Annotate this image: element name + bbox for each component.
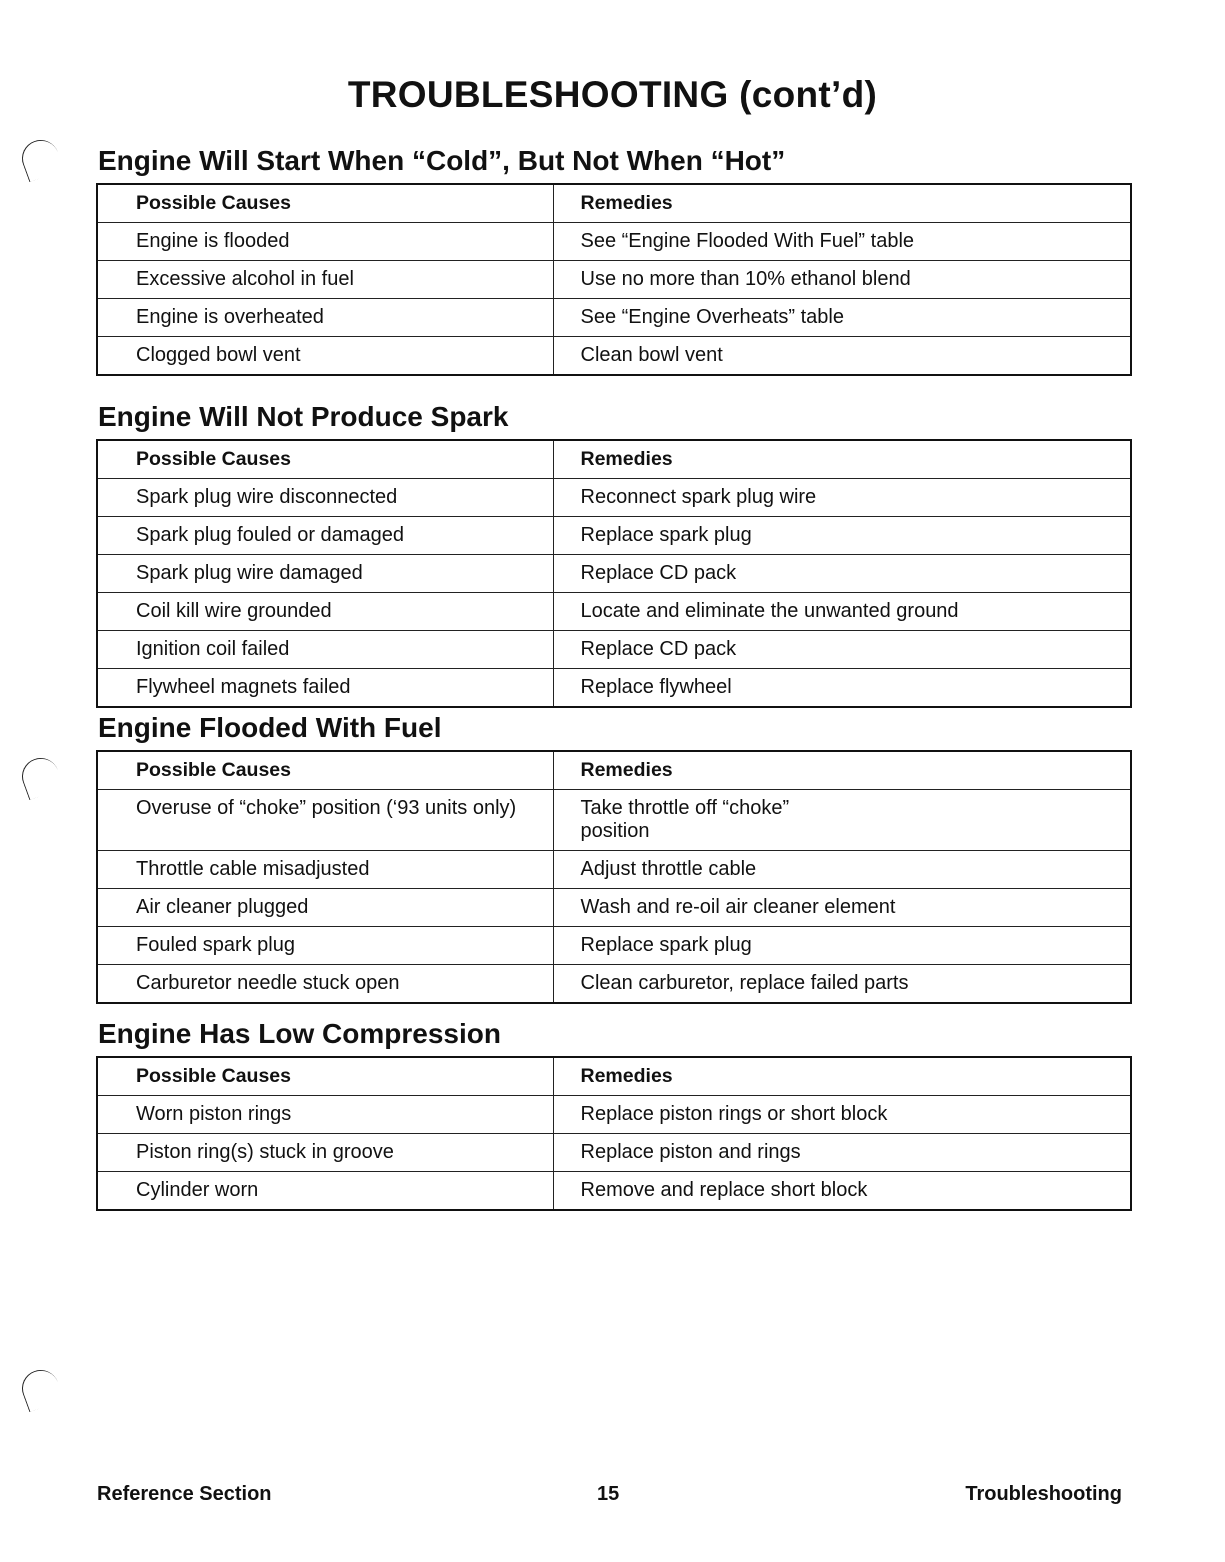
- remedy-cell: Reconnect spark plug wire: [553, 479, 1131, 517]
- cause-cell: Overuse of “choke” position (‘93 units only): [97, 790, 553, 851]
- cause-cell: Worn piston rings: [97, 1096, 553, 1134]
- column-header-remedies: Remedies: [553, 440, 1131, 479]
- section-heading: Engine Has Low Compression: [98, 1018, 501, 1049]
- cause-cell: Air cleaner plugged: [97, 889, 553, 927]
- cause-cell: Carburetor needle stuck open: [97, 965, 553, 1004]
- binder-hole-mark-middle: [17, 753, 64, 800]
- cause-cell: Excessive alcohol in fuel: [97, 261, 553, 299]
- remedy-cell: Locate and eliminate the unwanted ground: [553, 593, 1131, 631]
- binder-hole-mark-bottom: [17, 1365, 64, 1412]
- table-header-row: [97, 440, 1131, 479]
- table-row: [97, 479, 1131, 517]
- cause-cell: Engine is overheated: [97, 299, 553, 337]
- section-heading: Engine Flooded With Fuel: [98, 712, 442, 743]
- table-row: [97, 1172, 1131, 1211]
- remedy-cell: Replace CD pack: [553, 555, 1131, 593]
- cause-cell: Piston ring(s) stuck in groove: [97, 1134, 553, 1172]
- remedy-cell: Replace CD pack: [553, 631, 1131, 669]
- table-header-row: [97, 1057, 1131, 1096]
- page-title: TROUBLESHOOTING (cont’d): [347, 74, 878, 115]
- footer-left: Reference Section: [97, 1483, 272, 1505]
- remedy-cell: Replace piston and rings: [553, 1134, 1131, 1172]
- table-row: [97, 517, 1131, 555]
- cause-cell: Coil kill wire grounded: [97, 593, 553, 631]
- column-header-causes: Possible Causes: [97, 751, 553, 790]
- cause-cell: Fouled spark plug: [97, 927, 553, 965]
- table-row: [97, 223, 1131, 261]
- table-row: [97, 299, 1131, 337]
- table-row: [97, 555, 1131, 593]
- table-row: [97, 851, 1131, 889]
- table-row: [97, 927, 1131, 965]
- remedy-cell: Adjust throttle cable: [553, 851, 1131, 889]
- remedy-cell: See “Engine Overheats” table: [553, 299, 1131, 337]
- table-row: [97, 669, 1131, 708]
- section-hot-start: [96, 145, 1130, 376]
- table-row: [97, 261, 1131, 299]
- column-header-remedies: Remedies: [553, 1057, 1131, 1096]
- troubleshooting-table: [96, 439, 1132, 708]
- table-row: [97, 889, 1131, 927]
- table-header-row: [97, 184, 1131, 223]
- cause-cell: Throttle cable misadjusted: [97, 851, 553, 889]
- cause-cell: Flywheel magnets failed: [97, 669, 553, 708]
- cause-cell: Clogged bowl vent: [97, 337, 553, 376]
- table-row: [97, 631, 1131, 669]
- remedy-cell: Replace piston rings or short block: [553, 1096, 1131, 1134]
- binder-hole-mark-top: [17, 135, 64, 182]
- table-row: [97, 790, 1131, 851]
- troubleshooting-table: [96, 1056, 1132, 1211]
- column-header-remedies: Remedies: [553, 751, 1131, 790]
- remedy-cell: Clean bowl vent: [553, 337, 1131, 376]
- section-flooded: [96, 712, 1130, 1004]
- cause-cell: Spark plug wire damaged: [97, 555, 553, 593]
- cause-cell: Cylinder worn: [97, 1172, 553, 1211]
- table-row: [97, 337, 1131, 376]
- section-low-compression: [96, 1018, 1130, 1211]
- section-heading: Engine Will Start When “Cold”, But Not When “Hot”: [98, 145, 786, 176]
- section-heading: Engine Will Not Produce Spark: [98, 401, 509, 432]
- remedy-cell: Remove and replace short block: [553, 1172, 1131, 1211]
- remedy-cell: Replace spark plug: [553, 927, 1131, 965]
- cause-cell: Ignition coil failed: [97, 631, 553, 669]
- column-header-causes: Possible Causes: [97, 440, 553, 479]
- remedy-cell: Replace spark plug: [553, 517, 1131, 555]
- table-row: [97, 1096, 1131, 1134]
- table-row: [97, 1134, 1131, 1172]
- column-header-remedies: Remedies: [553, 184, 1131, 223]
- remedy-cell: See “Engine Flooded With Fuel” table: [553, 223, 1131, 261]
- remedy-cell: Clean carburetor, replace failed parts: [553, 965, 1131, 1004]
- cause-cell: Spark plug fouled or damaged: [97, 517, 553, 555]
- column-header-causes: Possible Causes: [97, 1057, 553, 1096]
- table-row: [97, 593, 1131, 631]
- table-row: [97, 965, 1131, 1004]
- cause-cell: Engine is flooded: [97, 223, 553, 261]
- cause-cell: Spark plug wire disconnected: [97, 479, 553, 517]
- troubleshooting-table: [96, 750, 1132, 1004]
- troubleshooting-table: [96, 183, 1132, 376]
- remedy-cell: Use no more than 10% ethanol blend: [553, 261, 1131, 299]
- remedy-cell: Take throttle off “choke” position: [553, 790, 1131, 851]
- column-header-causes: Possible Causes: [97, 184, 553, 223]
- section-no-spark: [96, 401, 1130, 708]
- remedy-cell: Replace flywheel: [553, 669, 1131, 708]
- footer-right: Troubleshooting: [965, 1483, 1122, 1505]
- table-header-row: [97, 751, 1131, 790]
- remedy-cell: Wash and re-oil air cleaner element: [553, 889, 1131, 927]
- page-number: 15: [597, 1483, 620, 1505]
